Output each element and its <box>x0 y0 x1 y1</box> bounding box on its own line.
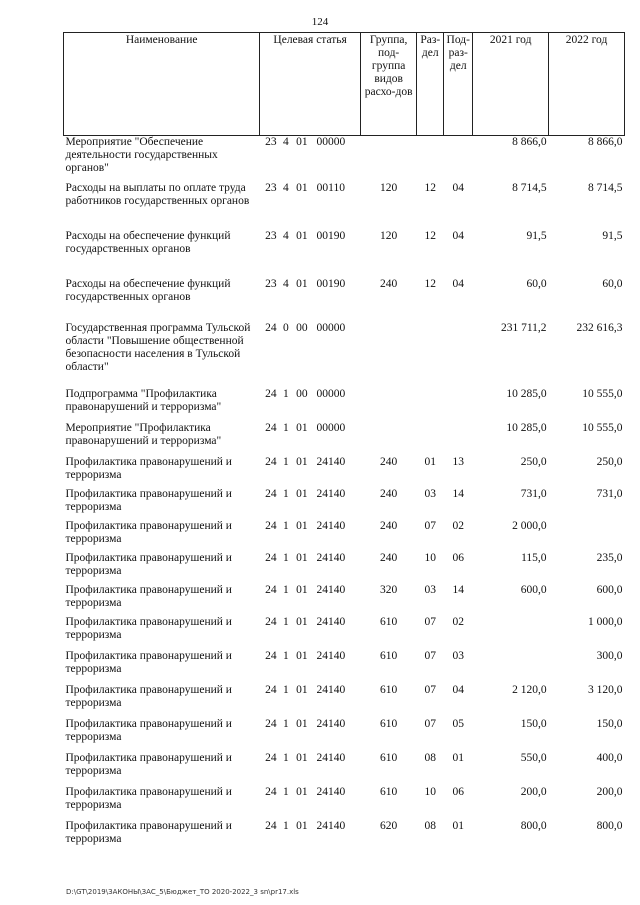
row-group: 320 <box>380 583 398 596</box>
row-amount-2021: 600,0 <box>520 583 547 596</box>
code-subprogram: 1 <box>282 785 289 798</box>
row-name: Мероприятие "Профилактика правонарушений и терроризма" <box>65 421 222 447</box>
row-group <box>360 388 416 422</box>
code-program: 24 <box>265 717 277 730</box>
row-target-article <box>260 820 361 856</box>
row-group: 620 <box>380 819 398 832</box>
row-amount-2022: 3 120,0 <box>588 683 623 696</box>
code-subprogram: 1 <box>282 649 289 662</box>
row-amount-2021 <box>473 650 549 684</box>
code-measure: 01 <box>296 229 308 242</box>
header-target-article: Целевая статья <box>260 33 361 136</box>
row-amount-2022: 300,0 <box>596 649 623 662</box>
row-target-article <box>260 718 361 752</box>
row-section <box>417 388 444 422</box>
code-program: 23 <box>265 136 277 148</box>
row-amount-2021: 731,0 <box>520 487 547 500</box>
table-row <box>64 136 625 182</box>
row-amount-2022: 600,0 <box>596 583 623 596</box>
code-measure: 01 <box>296 277 308 290</box>
row-target-article <box>260 650 361 684</box>
row-amount-2021: 550,0 <box>520 751 547 764</box>
row-amount-2022: 60,0 <box>602 277 623 290</box>
code-program: 23 <box>265 277 277 290</box>
table-row <box>64 322 625 388</box>
code-measure: 01 <box>296 583 308 596</box>
code-direction: 00110 <box>316 181 345 194</box>
code-direction: 00190 <box>316 277 346 290</box>
row-group: 120 <box>380 181 398 194</box>
header-group: Группа, под-группа видов расхо-дов <box>360 33 416 136</box>
code-subprogram: 1 <box>282 551 289 564</box>
code-direction: 24140 <box>316 819 346 832</box>
row-section: 07 <box>424 683 437 696</box>
code-measure: 01 <box>296 615 308 628</box>
row-group: 240 <box>380 551 398 564</box>
code-program: 23 <box>265 229 277 242</box>
row-amount-2021: 60,0 <box>526 277 547 290</box>
row-subsection <box>444 322 473 388</box>
row-name: Профилактика правонарушений и терроризма <box>65 519 232 545</box>
row-section: 12 <box>424 181 437 194</box>
row-amount-2021: 8 714,5 <box>512 181 547 194</box>
code-subprogram: 0 <box>282 321 289 334</box>
row-amount-2021: 2 120,0 <box>512 683 547 696</box>
row-amount-2021: 2 000,0 <box>512 519 547 532</box>
row-amount-2022: 250,0 <box>596 455 623 468</box>
row-name: Профилактика правонарушений и терроризма <box>65 819 232 845</box>
row-amount-2021: 91,5 <box>526 229 547 242</box>
code-direction: 24140 <box>316 583 346 596</box>
row-target-article <box>260 752 361 786</box>
code-program: 23 <box>265 181 277 194</box>
row-group: 610 <box>380 683 398 696</box>
header-name: Наименование <box>64 33 260 136</box>
code-measure: 01 <box>296 751 308 764</box>
table-row <box>64 684 625 718</box>
table-row <box>64 422 625 456</box>
table-row <box>64 182 625 230</box>
row-amount-2022: 200,0 <box>596 785 623 798</box>
code-measure: 00 <box>296 387 308 400</box>
row-target-article <box>260 488 361 520</box>
code-subprogram: 1 <box>282 519 289 532</box>
row-group <box>360 136 416 182</box>
code-direction: 24140 <box>316 551 346 564</box>
row-amount-2021: 250,0 <box>520 455 547 468</box>
code-direction: 24140 <box>316 455 346 468</box>
row-name: Профилактика правонарушений и терроризма <box>65 785 232 811</box>
row-section: 07 <box>424 649 437 662</box>
row-target-article <box>260 278 361 322</box>
row-name: Расходы на обеспечение функций государственных органов <box>65 277 231 303</box>
row-section: 07 <box>424 519 437 532</box>
code-direction: 24140 <box>316 519 346 532</box>
code-program: 24 <box>265 751 277 764</box>
row-amount-2022: 232 616,3 <box>576 321 623 334</box>
row-target-article <box>260 684 361 718</box>
header-section: Раз-дел <box>417 33 444 136</box>
row-amount-2022: 1 000,0 <box>588 615 623 628</box>
code-subprogram: 1 <box>282 683 289 696</box>
row-target-article <box>260 786 361 820</box>
row-amount-2021: 10 285,0 <box>506 387 547 400</box>
table-row <box>64 278 625 322</box>
row-group: 240 <box>380 455 398 468</box>
row-name: Профилактика правонарушений и терроризма <box>65 683 232 709</box>
code-program: 24 <box>265 487 277 500</box>
code-program: 24 <box>265 519 277 532</box>
code-direction: 00000 <box>316 321 346 334</box>
row-subsection: 02 <box>452 519 464 532</box>
row-section: 08 <box>424 751 437 764</box>
row-amount-2022: 8 714,5 <box>588 181 623 194</box>
row-amount-2022 <box>549 520 625 552</box>
code-direction: 24140 <box>316 751 346 764</box>
row-amount-2022: 8 866,0 <box>588 136 623 148</box>
code-direction: 00190 <box>316 229 346 242</box>
row-name: Профилактика правонарушений и терроризма <box>65 487 232 513</box>
row-name: Мероприятие "Обеспечение деятельности государственных органов" <box>65 136 218 174</box>
row-amount-2022: 731,0 <box>596 487 623 500</box>
row-amount-2021: 115,0 <box>521 551 547 564</box>
row-amount-2022: 235,0 <box>596 551 623 564</box>
row-subsection: 01 <box>452 751 464 764</box>
code-measure: 01 <box>296 421 308 434</box>
row-name: Профилактика правонарушений и терроризма <box>65 649 232 675</box>
code-program: 24 <box>265 421 277 434</box>
row-subsection: 04 <box>452 181 464 194</box>
row-name: Профилактика правонарушений и терроризма <box>65 751 232 777</box>
row-section <box>417 322 444 388</box>
row-target-article <box>260 520 361 552</box>
code-direction: 00000 <box>316 387 346 400</box>
code-measure: 01 <box>296 649 308 662</box>
table-row <box>64 584 625 616</box>
code-measure: 01 <box>296 181 308 194</box>
row-section: 10 <box>424 785 437 798</box>
row-subsection <box>444 388 473 422</box>
row-section: 08 <box>424 819 437 832</box>
row-amount-2022: 10 555,0 <box>582 421 623 434</box>
table-row <box>64 230 625 278</box>
code-subprogram: 4 <box>282 136 289 148</box>
row-subsection: 04 <box>452 277 464 290</box>
row-amount-2021: 200,0 <box>520 785 547 798</box>
table-row <box>64 616 625 650</box>
row-name: Расходы на обеспечение функций государственных органов <box>65 229 231 255</box>
row-amount-2022: 400,0 <box>596 751 623 764</box>
code-program: 24 <box>265 551 277 564</box>
row-group: 240 <box>380 277 398 290</box>
row-amount-2021: 10 285,0 <box>506 421 547 434</box>
row-target-article <box>260 616 361 650</box>
row-section <box>417 422 444 456</box>
row-subsection: 06 <box>452 551 464 564</box>
code-subprogram: 4 <box>282 229 289 242</box>
row-amount-2021 <box>473 616 549 650</box>
row-subsection: 03 <box>452 649 464 662</box>
page-number: 124 <box>311 16 329 28</box>
table-row <box>64 820 625 856</box>
row-group: 610 <box>380 649 398 662</box>
row-subsection: 14 <box>452 487 464 500</box>
code-subprogram: 1 <box>282 487 289 500</box>
code-measure: 01 <box>296 455 308 468</box>
code-subprogram: 1 <box>282 717 289 730</box>
code-measure: 01 <box>296 785 308 798</box>
code-subprogram: 1 <box>282 751 289 764</box>
code-program: 24 <box>265 785 277 798</box>
row-section: 03 <box>424 583 437 596</box>
code-subprogram: 1 <box>282 583 289 596</box>
row-group: 120 <box>380 229 398 242</box>
row-subsection: 05 <box>452 717 464 730</box>
row-amount-2022: 10 555,0 <box>582 387 623 400</box>
row-subsection <box>444 136 473 182</box>
budget-table <box>63 32 625 856</box>
code-program: 24 <box>265 387 277 400</box>
code-measure: 01 <box>296 551 308 564</box>
table-row <box>64 752 625 786</box>
code-measure: 01 <box>296 487 308 500</box>
row-target-article <box>260 230 361 278</box>
row-amount-2022: 800,0 <box>596 819 623 832</box>
table-row <box>64 718 625 752</box>
row-section: 12 <box>424 229 437 242</box>
row-subsection: 04 <box>452 229 464 242</box>
code-direction: 24140 <box>316 785 346 798</box>
row-subsection: 06 <box>452 785 464 798</box>
row-target-article <box>260 552 361 584</box>
header-subsection: Под-раз-дел <box>444 33 473 136</box>
row-section <box>417 136 444 182</box>
table-row <box>64 520 625 552</box>
code-program: 24 <box>265 683 277 696</box>
row-amount-2021: 8 866,0 <box>512 136 547 148</box>
table-row <box>64 552 625 584</box>
row-amount-2021: 800,0 <box>520 819 547 832</box>
table-row <box>64 456 625 488</box>
code-measure: 01 <box>296 519 308 532</box>
row-group <box>360 322 416 388</box>
row-subsection: 02 <box>452 615 464 628</box>
code-direction: 24140 <box>316 649 346 662</box>
header-year-2021: 2021 год <box>473 33 549 136</box>
code-measure: 00 <box>296 321 308 334</box>
row-target-article <box>260 388 361 422</box>
code-measure: 01 <box>296 136 308 148</box>
code-subprogram: 1 <box>282 615 289 628</box>
code-program: 24 <box>265 583 277 596</box>
code-measure: 01 <box>296 819 308 832</box>
code-program: 24 <box>265 615 277 628</box>
code-direction: 24140 <box>316 615 346 628</box>
row-section: 12 <box>424 277 437 290</box>
row-section: 01 <box>424 455 437 468</box>
row-group: 610 <box>380 717 398 730</box>
row-name: Подпрограмма "Профилактика правонарушений и терроризма" <box>65 387 222 413</box>
code-subprogram: 1 <box>282 387 289 400</box>
row-amount-2021: 150,0 <box>520 717 547 730</box>
row-amount-2022: 91,5 <box>602 229 623 242</box>
row-name: Профилактика правонарушений и терроризма <box>65 717 232 743</box>
row-target-article <box>260 456 361 488</box>
row-target-article <box>260 182 361 230</box>
code-subprogram: 4 <box>282 181 289 194</box>
row-group: 240 <box>380 519 398 532</box>
row-subsection: 01 <box>452 819 464 832</box>
code-direction: 00000 <box>316 421 346 434</box>
row-name: Профилактика правонарушений и терроризма <box>65 455 232 481</box>
row-subsection <box>444 422 473 456</box>
code-subprogram: 1 <box>282 421 289 434</box>
header-year-2022: 2022 год <box>549 33 625 136</box>
row-amount-2021: 231 711,2 <box>500 321 547 334</box>
code-direction: 24140 <box>316 683 346 696</box>
code-subprogram: 4 <box>282 277 289 290</box>
table-row <box>64 388 625 422</box>
code-measure: 01 <box>296 717 308 730</box>
row-name: Профилактика правонарушений и терроризма <box>65 615 232 641</box>
code-subprogram: 1 <box>282 455 289 468</box>
row-target-article <box>260 322 361 388</box>
code-program: 24 <box>265 649 277 662</box>
table-row <box>64 488 625 520</box>
code-measure: 01 <box>296 683 308 696</box>
table-row <box>64 650 625 684</box>
code-subprogram: 1 <box>282 819 289 832</box>
row-name: Профилактика правонарушений и терроризма <box>65 583 232 609</box>
code-program: 24 <box>265 321 277 334</box>
row-group <box>360 422 416 456</box>
row-subsection: 13 <box>452 455 464 468</box>
row-group: 240 <box>380 487 398 500</box>
table-body <box>64 136 625 856</box>
row-group: 610 <box>380 785 398 798</box>
row-name: Профилактика правонарушений и терроризма <box>65 551 232 577</box>
row-group: 610 <box>380 751 398 764</box>
row-name: Государственная программа Тульской области "Повышение общественной безопасности населения в Тульской области" <box>65 321 251 373</box>
row-group: 610 <box>380 615 398 628</box>
row-section: 10 <box>424 551 437 564</box>
table-row <box>64 786 625 820</box>
code-direction: 00000 <box>316 136 346 148</box>
row-target-article <box>260 136 361 182</box>
row-subsection: 14 <box>452 583 464 596</box>
row-amount-2022: 150,0 <box>596 717 623 730</box>
code-direction: 24140 <box>316 717 346 730</box>
code-program: 24 <box>265 455 277 468</box>
row-name: Расходы на выплаты по оплате труда работников государственных органов <box>65 181 250 207</box>
row-section: 07 <box>424 717 437 730</box>
table-header-row <box>64 33 625 136</box>
code-direction: 24140 <box>316 487 346 500</box>
footer-file-path: D:\GT\2019\ЗАКОНЫ\ЗАС_5\Бюджет_ТО 2020-2022_3 sn\pr17.xls <box>66 888 299 896</box>
row-target-article <box>260 584 361 616</box>
code-program: 24 <box>265 819 277 832</box>
row-section: 07 <box>424 615 437 628</box>
row-target-article <box>260 422 361 456</box>
row-section: 03 <box>424 487 437 500</box>
row-subsection: 04 <box>452 683 464 696</box>
